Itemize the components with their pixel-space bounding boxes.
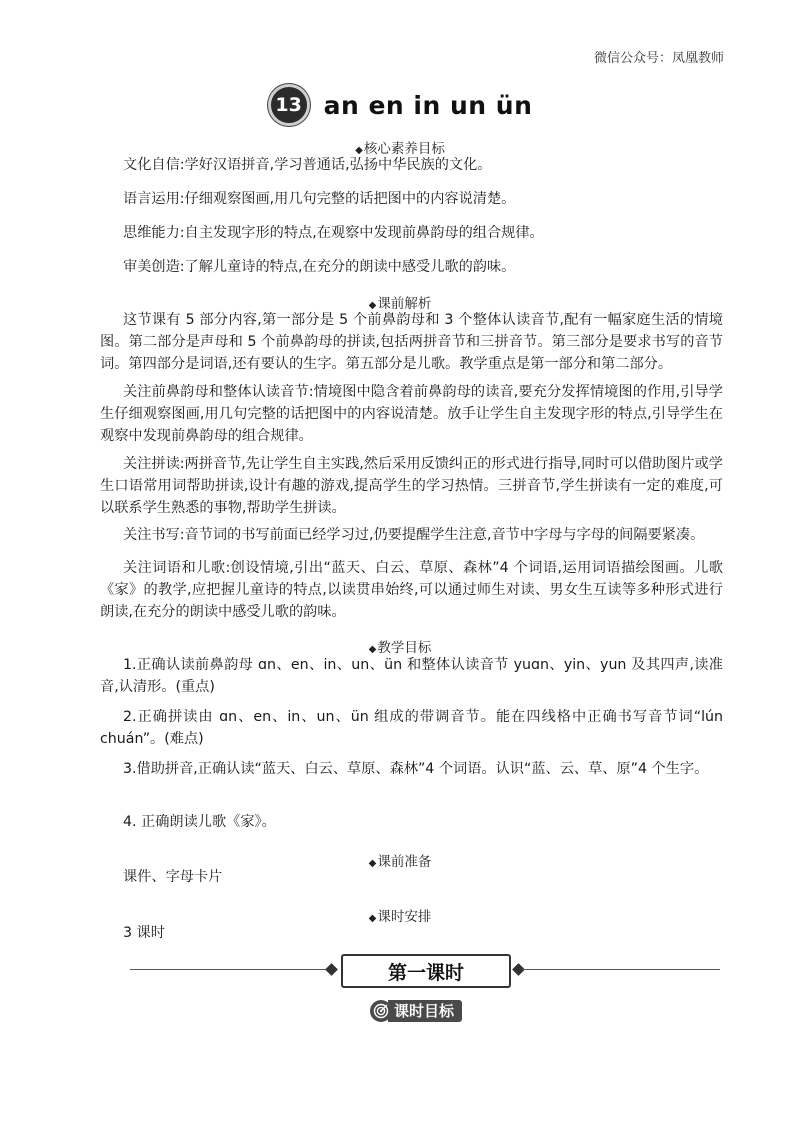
- diamond-icon: ◆: [368, 644, 377, 655]
- lesson-number-badge: 13: [268, 84, 310, 126]
- schedule-text: 3 课时: [123, 925, 165, 941]
- lesson-title-row: [0, 84, 800, 126]
- analysis-paragraph: 关注拼读:两拼音节,先让学生自主实践,然后采用反馈纠正的形式进行指导,同时可以借助图片或学生口语常用词帮助拼读,设计有趣的游戏,提高学生的学习热情。三拼音节,学生拼读有一定的难度,可以联系学生熟悉的事物,帮助学生拼读。: [100, 456, 723, 516]
- core-item: 思维能力:自主发现字形的特点,在观察中发现前鼻韵母的组合规律。: [123, 225, 544, 241]
- objective-item: 3.借助拼音,正确认读“蓝天、白云、草原、森林”4 个词语。认识“蓝、云、草、原”4 个生字。: [123, 761, 709, 777]
- objective-item: 4. 正确朗读儿歌《家》。: [123, 814, 276, 830]
- period-goal-label: 课时目标: [388, 1000, 462, 1022]
- diamond-icon: ◆: [368, 913, 377, 924]
- core-item: 审美创造:了解儿童诗的特点,在充分的朗读中感受儿歌的韵味。: [123, 259, 516, 275]
- preparation-text: 课件、字母卡片: [123, 869, 223, 885]
- diamond-icon: ◆: [355, 145, 363, 156]
- analysis-paragraph: 关注前鼻韵母和整体认读音节:情境图中隐含着前鼻韵母的读音,要充分发挥情境图的作用,引导学生仔细观察图画,用几句完整的话把图中的内容说清楚。放手让学生自主发现字形的特点,引导学生在观察中发现前鼻韵母的组合规律。: [100, 384, 723, 444]
- target-icon: [370, 1000, 392, 1022]
- diamond-icon: ◆: [368, 300, 377, 311]
- section-heading-schedule: ◆课时安排: [368, 909, 432, 925]
- core-item: 语言运用:仔细观察图画,用几句完整的话把图中的内容说清楚。: [123, 191, 516, 207]
- lesson-title: an en in un ün: [323, 90, 533, 120]
- section-heading-analysis: ◆课前解析: [368, 296, 432, 312]
- section-heading-core: ◆核心素养目标: [355, 141, 445, 157]
- period-goal-badge: [370, 1000, 462, 1022]
- period-title: 第一课时: [341, 954, 511, 988]
- analysis-paragraph: 这节课有 5 部分内容,第一部分是 5 个前鼻韵母和 3 个整体认读音节,配有一幅家庭生活的情境图。第二部分是声母和 5 个前鼻韵母的拼读,包括两拼音节和三拼音节。第三部分是要求书写的音节词。第四部分是词语,还有要认的生字。第五部分是儿歌。教学重点是第一部分和第二部分。: [100, 312, 723, 372]
- divider-line: [522, 969, 720, 970]
- section-heading-preparation: ◆课前准备: [368, 854, 432, 870]
- section-heading-objectives: ◆教学目标: [368, 640, 432, 656]
- analysis-paragraph: 关注词语和儿歌:创设情境,引出“蓝天、白云、草原、森林”4 个词语,运用词语描绘图画。儿歌《家》的教学,应把握儿童诗的特点,以读贯串始终,可以通过师生对读、男女生互读等多种形式进行朗读,在充分的朗读中感受儿歌的韵味。: [100, 560, 723, 620]
- period-divider: [130, 954, 720, 986]
- core-item: 文化自信:学好汉语拼音,学习普通话,弘扬中华民族的文化。: [123, 157, 492, 173]
- source-header: 微信公众号：凤凰教师: [593, 51, 724, 66]
- diamond-icon: [325, 963, 338, 976]
- objective-item: 1.正确认读前鼻韵母 ɑn、en、in、un、ün 和整体认读音节 yuɑn、yin、yun 及其四声,读准音,认清形。(重点): [100, 657, 723, 695]
- objective-item: 2.正确拼读由 ɑn、en、in、un、ün 组成的带调音节。能在四线格中正确书写音节词“lún chuán”。(难点): [100, 709, 723, 747]
- divider-line: [130, 969, 328, 970]
- diamond-icon: ◆: [368, 858, 377, 869]
- analysis-paragraph: 关注书写:音节词的书写前面已经学习过,仍要提醒学生注意,音节中字母与字母的间隔要紧凑。: [123, 527, 705, 543]
